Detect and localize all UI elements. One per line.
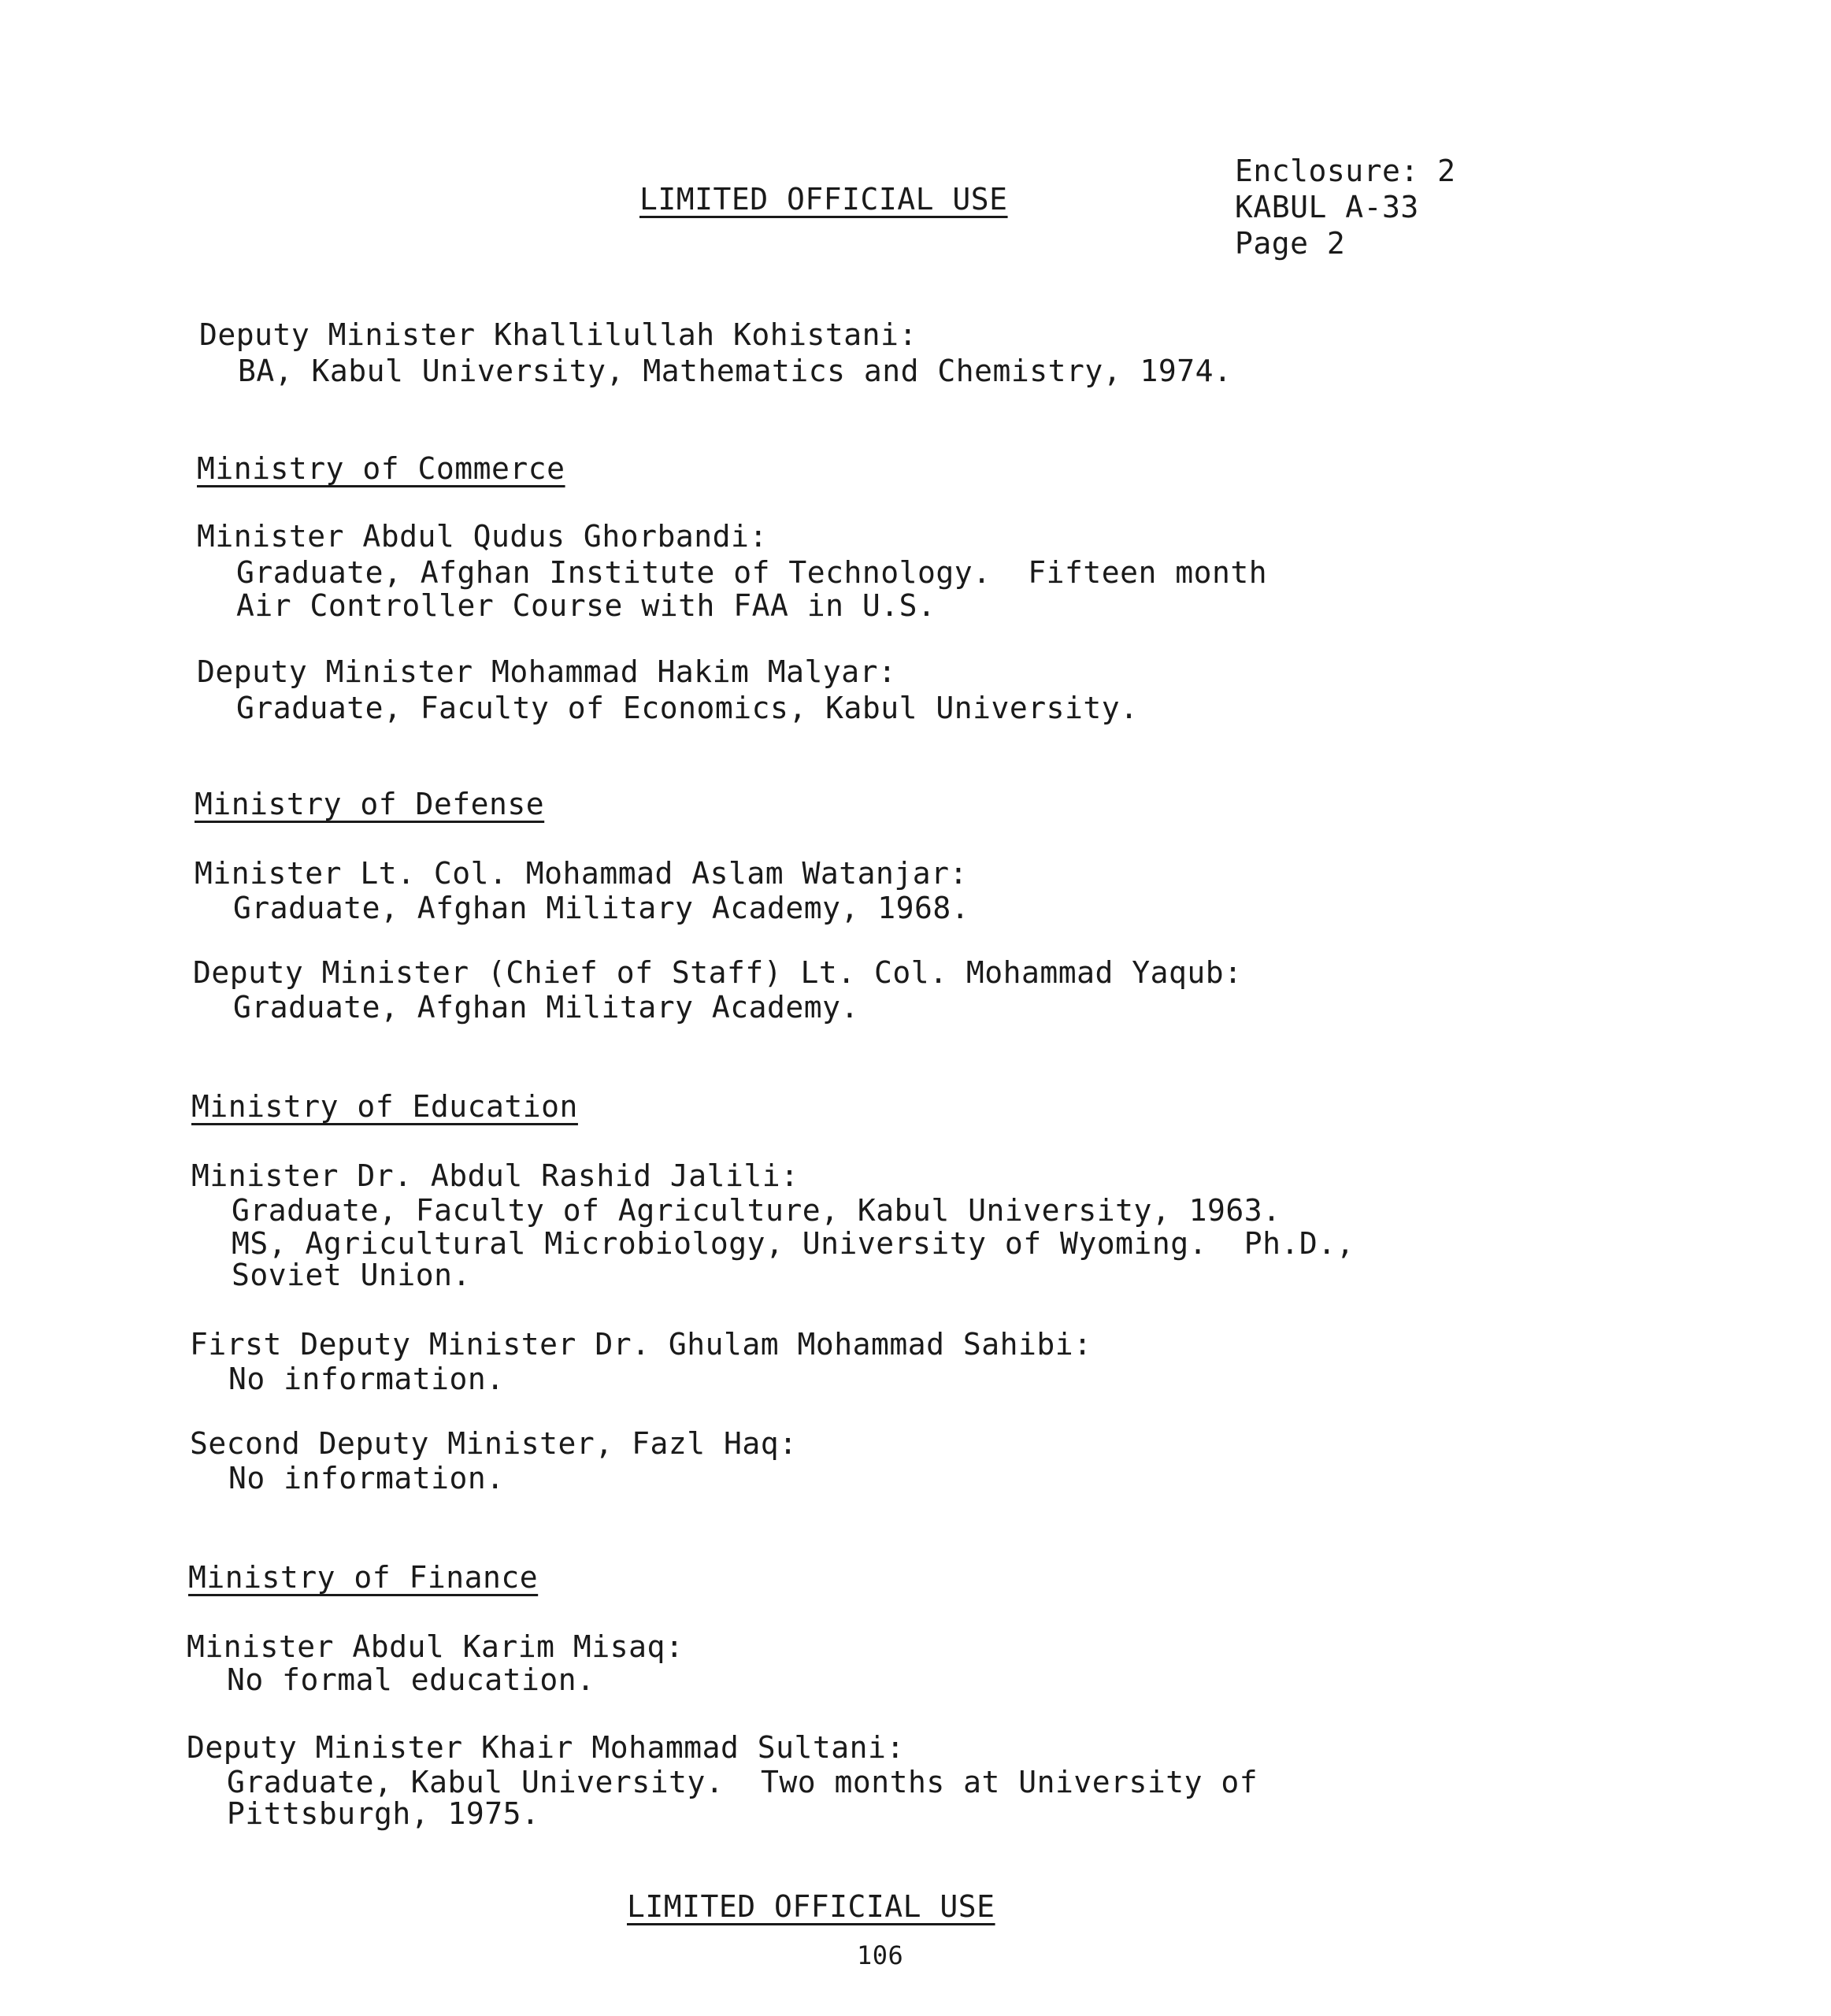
- entry-detail: Graduate, Kabul University. Two months at University of: [227, 1765, 1258, 1799]
- entry-name: Minister Lt. Col. Mohammad Aslam Watanjar:: [195, 856, 968, 891]
- entry-detail: Soviet Union.: [232, 1258, 471, 1292]
- entry-detail: Graduate, Afghan Military Academy, 1968.: [233, 891, 970, 925]
- classification-header: LIMITED OFFICIAL USE: [639, 182, 1008, 217]
- page-number: 106: [857, 1940, 904, 1970]
- entry-detail: MS, Agricultural Microbiology, University of Wyoming. Ph.D.,: [232, 1226, 1355, 1261]
- entry-detail: No formal education.: [227, 1662, 595, 1697]
- entry-detail: Graduate, Faculty of Economics, Kabul University.: [236, 691, 1139, 725]
- entry-name: Minister Dr. Abdul Rashid Jalili:: [191, 1158, 799, 1193]
- entry-detail: Graduate, Faculty of Agriculture, Kabul University, 1963.: [232, 1193, 1281, 1228]
- entry-detail: Air Controller Course with FAA in U.S.: [236, 588, 936, 623]
- entry-detail: No information.: [228, 1461, 505, 1495]
- section-heading-finance: Ministry of Finance: [188, 1560, 539, 1595]
- section-heading-defense: Ministry of Defense: [195, 787, 545, 821]
- entry-detail: Pittsburgh, 1975.: [227, 1796, 540, 1831]
- entry-name: Deputy Minister Khallilullah Kohistani:: [199, 317, 917, 352]
- section-heading-education: Ministry of Education: [191, 1089, 578, 1124]
- section-heading-commerce: Ministry of Commerce: [197, 451, 565, 486]
- entry-detail: Graduate, Afghan Military Academy.: [233, 990, 859, 1025]
- classification-footer: LIMITED OFFICIAL USE: [627, 1889, 995, 1924]
- entry-name: Deputy Minister Khair Mohammad Sultani:: [187, 1730, 905, 1765]
- entry-name: Second Deputy Minister, Fazl Haq:: [190, 1426, 798, 1461]
- document-reference: KABUL A-33: [1235, 190, 1419, 224]
- entry-name: Deputy Minister (Chief of Staff) Lt. Col. Mohammad Yaqub:: [193, 955, 1243, 990]
- entry-name: First Deputy Minister Dr. Ghulam Mohammad Sahibi:: [190, 1327, 1092, 1362]
- entry-name: Deputy Minister Mohammad Hakim Malyar:: [197, 654, 897, 689]
- entry-detail: Graduate, Afghan Institute of Technology. Fifteen month: [236, 555, 1268, 590]
- entry-name: Minister Abdul Karim Misaq:: [187, 1629, 684, 1664]
- entry-detail: BA, Kabul University, Mathematics and Chemistry, 1974.: [238, 354, 1232, 388]
- entry-name: Minister Abdul Qudus Ghorbandi:: [197, 519, 768, 554]
- page-label: Page 2: [1235, 226, 1346, 261]
- entry-detail: No information.: [228, 1362, 505, 1396]
- enclosure-number: Enclosure: 2: [1235, 154, 1456, 188]
